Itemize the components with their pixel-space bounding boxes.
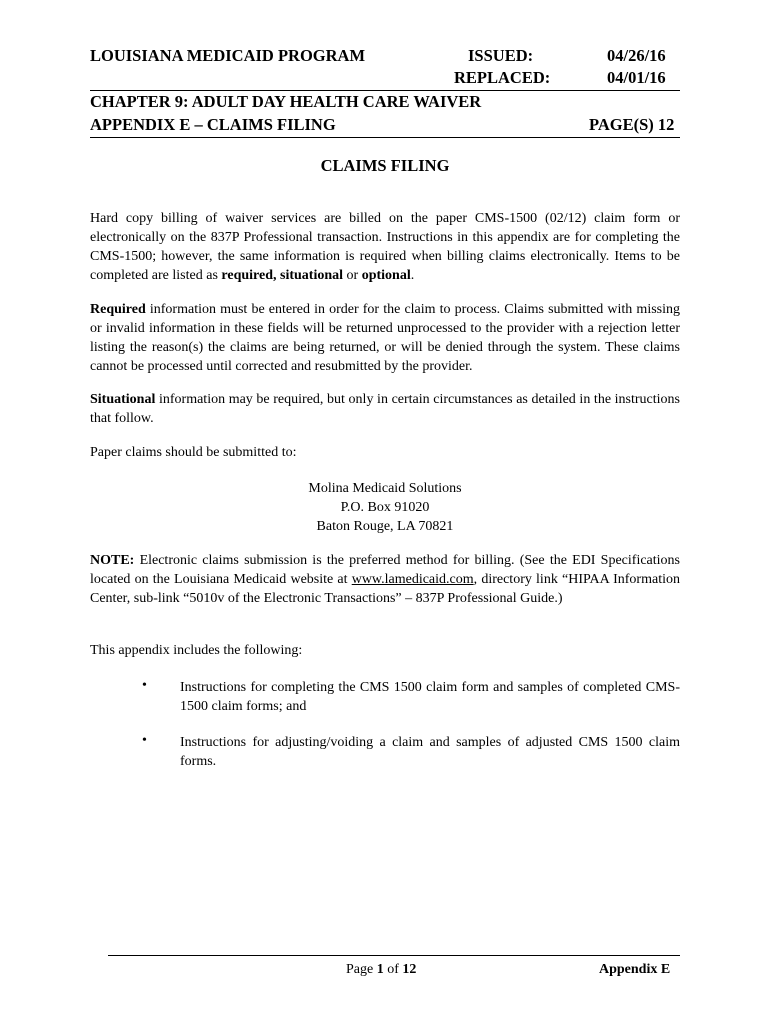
address-line-1: Molina Medicaid Solutions [308,481,462,496]
program-name: LOUISIANA MEDICAID PROGRAM [90,46,366,65]
bullet-icon: • [142,678,147,693]
list-item: Instructions for adjusting/voiding a claim and samples of adjusted CMS 1500 claim forms. [180,735,680,769]
list-item: Instructions for completing the CMS 1500 claim form and samples of completed CMS-1500 claim forms; and [180,680,680,714]
paragraph-note: NOTE: Electronic claims submission is the preferred method for billing. (See the EDI Specifications located on the Louisiana Medicaid website at www.lamedicaid.com, directory link “HIPAA Information Center, sub-link “5010v of the Electronic Transactions” – 837P Professional Guide.) [90,553,680,606]
bullet-icon: • [142,733,147,748]
address-line-3: Baton Rouge, LA 70821 [316,519,454,534]
page-number: Page 1 of 12 [346,962,417,977]
paragraph-appendix-includes: This appendix includes the following: [90,643,303,658]
page-title: CLAIMS FILING [320,156,450,175]
replaced-label: REPLACED: [454,68,551,87]
header-rule-bottom [90,137,680,138]
document-page [90,0,680,1024]
paragraph-paper-claims: Paper claims should be submitted to: [90,445,297,460]
paragraph-situational: Situational information may be required, but only in certain circumstances as detailed in the instructions that follow. [90,392,680,426]
appendix-title: APPENDIX E – CLAIMS FILING [90,115,336,134]
header-rule-top [90,90,680,91]
address-line-2: P.O. Box 91020 [340,500,430,515]
issued-date: 04/26/16 [607,46,666,65]
chapter-title: CHAPTER 9: ADULT DAY HEALTH CARE WAIVER [90,92,482,111]
footer-rule [108,955,680,956]
footer-appendix: Appendix E [599,962,671,977]
lamedicaid-link[interactable]: www.lamedicaid.com [351,572,474,587]
paragraph-required: Required information must be entered in order for the claim to process. Claims submitted with missing or invalid information in these fields will be returned unprocessed to the provider with a rejection letter listing the reason(s) the claims are being returned, or will be denied through the system. These claims cannot be processed until corrected and resubmitted by the provider. [90,302,680,374]
issued-label: ISSUED: [468,46,534,65]
replaced-date: 04/01/16 [607,68,666,87]
paragraph-intro: Hard copy billing of waiver services are billed on the paper CMS-1500 (02/12) claim form or electronically on the 837P Professional transaction. Instructions in this appendix are for completing the CMS-1500; however, the same information is required when billing claims electronically. Items to be completed are listed as required, situational or optional. [90,211,680,283]
page-count: PAGE(S) 12 [589,115,675,134]
